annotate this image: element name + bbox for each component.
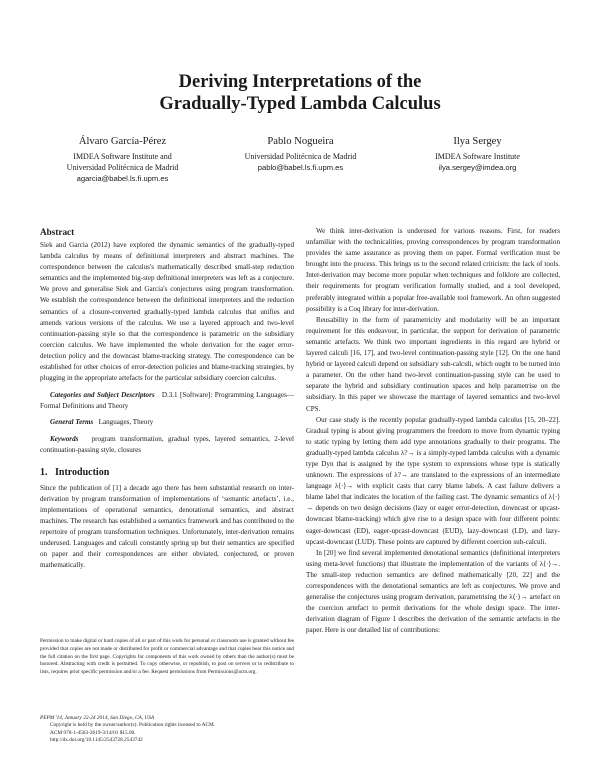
- keywords-label: Keywords: [50, 434, 79, 443]
- author-email[interactable]: pablo@babel.ls.fi.upm.es: [257, 163, 344, 172]
- paragraph: Our case study is the recently popular gradually-typed lambda calculus [15, 20–22]. Gradual typing is about giving programmers the freedom to move from dynamic typing to static typing by letting them add type annotations gradually to their programs. The gradually-typed lambda calculus λ?→ is a simply-typed lambda calculus with a dynamic type Dyn that is assigned by the type system to expressions whose type is statically unknown. The expressions of λ?→ are translated to the expressions of an intermediate language λ⟨·⟩→ with explicit casts that carry blame labels. A cast failure delivers a blame label that indicates the location of the failing cast. The dynamic semantics of λ⟨·⟩→ depends on two design decisions (lazy or eager error-detection, downcast or upcast-downcast blame-tracking) which give rise to a design space with four different points: eager-downcast (ED), eager-upcast-downcast (EUD), lazy-downcast (LD), and lazy-upcast-downcast (LUD). These points are captured by different coercion sub-calculi.: [306, 415, 560, 546]
- keywords-text: program transformation, gradual types, layered semantics, 2-level continuation-passing style, closures: [40, 434, 294, 454]
- title-line-1: Deriving Interpretations of the: [178, 72, 422, 92]
- author-name: Álvaro García-Pérez: [78, 136, 167, 147]
- affiliation-line: Universidad Politécnica de Madrid: [244, 152, 357, 161]
- terms-label: General Terms: [50, 418, 94, 427]
- left-column: [40, 226, 294, 571]
- paragraph: We think inter-derivation is underused for various reasons. First, for readers unfamiliar with the technicalities, proving correspondences by program transformation provides the same assurance as proving them on paper. Formal verification must be brought into the process. This brings us to the second related criticism: the lack of tools. Inter-derivation may become more popular when techniques and folklore are collected, their requirements for program verification formally studied, and a tool developed, preferably integrated within a popular free-available tool framework. An often suggested possibility is a Coq library for inter-derivation.: [306, 227, 560, 313]
- permission-text: Permission to make digital or hard copies of all or part of this work for personal or classroom use is granted without fee provided that copies are not made or distributed for profit or commercial advantage and that copies bear this notice and the full citation on the first page. Copyrights for components of this work owned by others than the author(s) must be honored. Abstracting with credit is permitted. To copy otherwise, or republish, to post on servers or to redistribute to lists, requires prior specific permission and/or a fee. Request permissions from Permissions@acm.org.: [40, 638, 294, 676]
- categories-text: D.3.1 [Software]: Programming Languages—Formal Definitions and Theory: [40, 391, 294, 411]
- isbn-line: ACM 978-1-4503-2619-3/14/01 $15.00.: [50, 729, 136, 736]
- right-column: [306, 226, 560, 636]
- doi-link[interactable]: http://dx.doi.org/10.1145/2543728.2543742: [50, 736, 143, 743]
- author-block-1: [40, 135, 205, 184]
- author-block-2: [218, 135, 383, 173]
- section-heading-introduction: 1. Introduction: [40, 466, 110, 478]
- categories-label: Categories and Subject Descriptors: [50, 391, 155, 400]
- author-email[interactable]: ilya.sergey@imdea.org: [438, 163, 517, 172]
- author-affiliation: [395, 151, 560, 162]
- categories-line: [40, 390, 294, 412]
- author-affiliation: [40, 151, 205, 173]
- paragraph: In [20] we find several implemented denotational semantics (definitional interpreters using meta-level functions) that illustrate the implementation of the variants of λ⟨·⟩→. The small-step reduction semantics are defined mathematically [20, 22] and the correspondences with the denotational semantics are left as conjectures. We prove and generalise the conjectures using program derivation, parametrising the λ⟨·⟩→ artefact on the coercion artefact to permit derivations for the whole design space. The inter-derivation diagram of Figure 1 describes the derivation of the semantic artefacts in the paper. Here is our detailed list of contributions:: [306, 548, 560, 635]
- paragraph: Reusability in the form of parametricity and modularity will be an important requirement for this endeavour, in particular, the support for derivation of parametric semantic artefacts. We think two important ingredients in this regard are hybrid or layered calculi [16, 17], and two-level continuation-passing style [12]. On the one hand hybrid or layered calculi depend on subsidiary sub-calculi, which ought to be turned into a parameter. On the other hand two-level continuation-passing style can be used to separate the hybrid and subsidiary continuation spaces and help parametrise on the subsidiary. In this paper we showcase the marriage of layered semantics and two-level CPS.: [306, 315, 560, 413]
- copyright-line: Copyright is held by the owner/author(s). Publication rights licensed to ACM.: [50, 722, 216, 729]
- conference-line: PEPM '14, January 22-24 2014, San Diego, CA, USA: [40, 715, 155, 721]
- author-email[interactable]: agarcia@babel.ls.fi.upm.es: [76, 174, 169, 183]
- author-name: Ilya Sergey: [453, 136, 502, 147]
- permission-footnote: [40, 638, 294, 677]
- author-block-3: [395, 135, 560, 173]
- affiliation-line: Universidad Politécnica de Madrid: [66, 163, 179, 172]
- paper-title: [0, 71, 600, 115]
- intro-paragraph: Since the publication of [1] a decade ago there has been substantial research on inter-derivation by program transformation of implementations of ‘semantic artefacts’, i.e., implementations of operational semantics, denotational semantics, and abstract machines. The research has established a semantics framework and has contributed to the repertoire of program transformation techniques. Unfortunately, inter-derivation remains underused. Languages and calculi constantly spring up but their semantics are specified on paper and their correspondences are either obviated, conjectured, or proven mathematically.: [40, 483, 294, 570]
- title-line-2: Gradually-Typed Lambda Calculus: [159, 94, 441, 114]
- author-name: Pablo Nogueira: [267, 136, 334, 147]
- terms-text: Languages, Theory: [98, 418, 154, 427]
- author-affiliation: [218, 151, 383, 162]
- abstract-heading: Abstract: [40, 227, 75, 237]
- affiliation-line: IMDEA Software Institute: [435, 152, 520, 161]
- abstract-text: Siek and Garcia (2012) have explored the dynamic semantics of the gradually-typed lambda calculus by means of definitional interpreters and abstract machines. The correspondence between the calculus's mathematically described small-step reduction semantics and the implemented big-step definitional interpreters was left as a conjecture. We prove and generalise Siek and Garcia's conjectures using program transformation. We establish the correspondence between the definitional interpreters and the reduction semantics of a closure-converted gradually-typed lambda calculus that unifies and amends various versions of the calculus. We use a layered approach and two-level continuation-passing style so that the correspondence is parametric on the subsidiary coercion calculus. We have implemented the whole derivation for the eager error-detection policy and the downcast blame-tracking strategy. The correspondence can be established for other choices of error-detection policies and blame-tracking strategies, by plugging in the appropriate artefacts for the particular subsidiary coercion calculus.: [40, 241, 294, 383]
- terms-line: [40, 417, 294, 428]
- affiliation-line: IMDEA Software Institute and: [73, 152, 172, 161]
- keywords-line: [40, 434, 294, 456]
- publication-info: [40, 715, 294, 744]
